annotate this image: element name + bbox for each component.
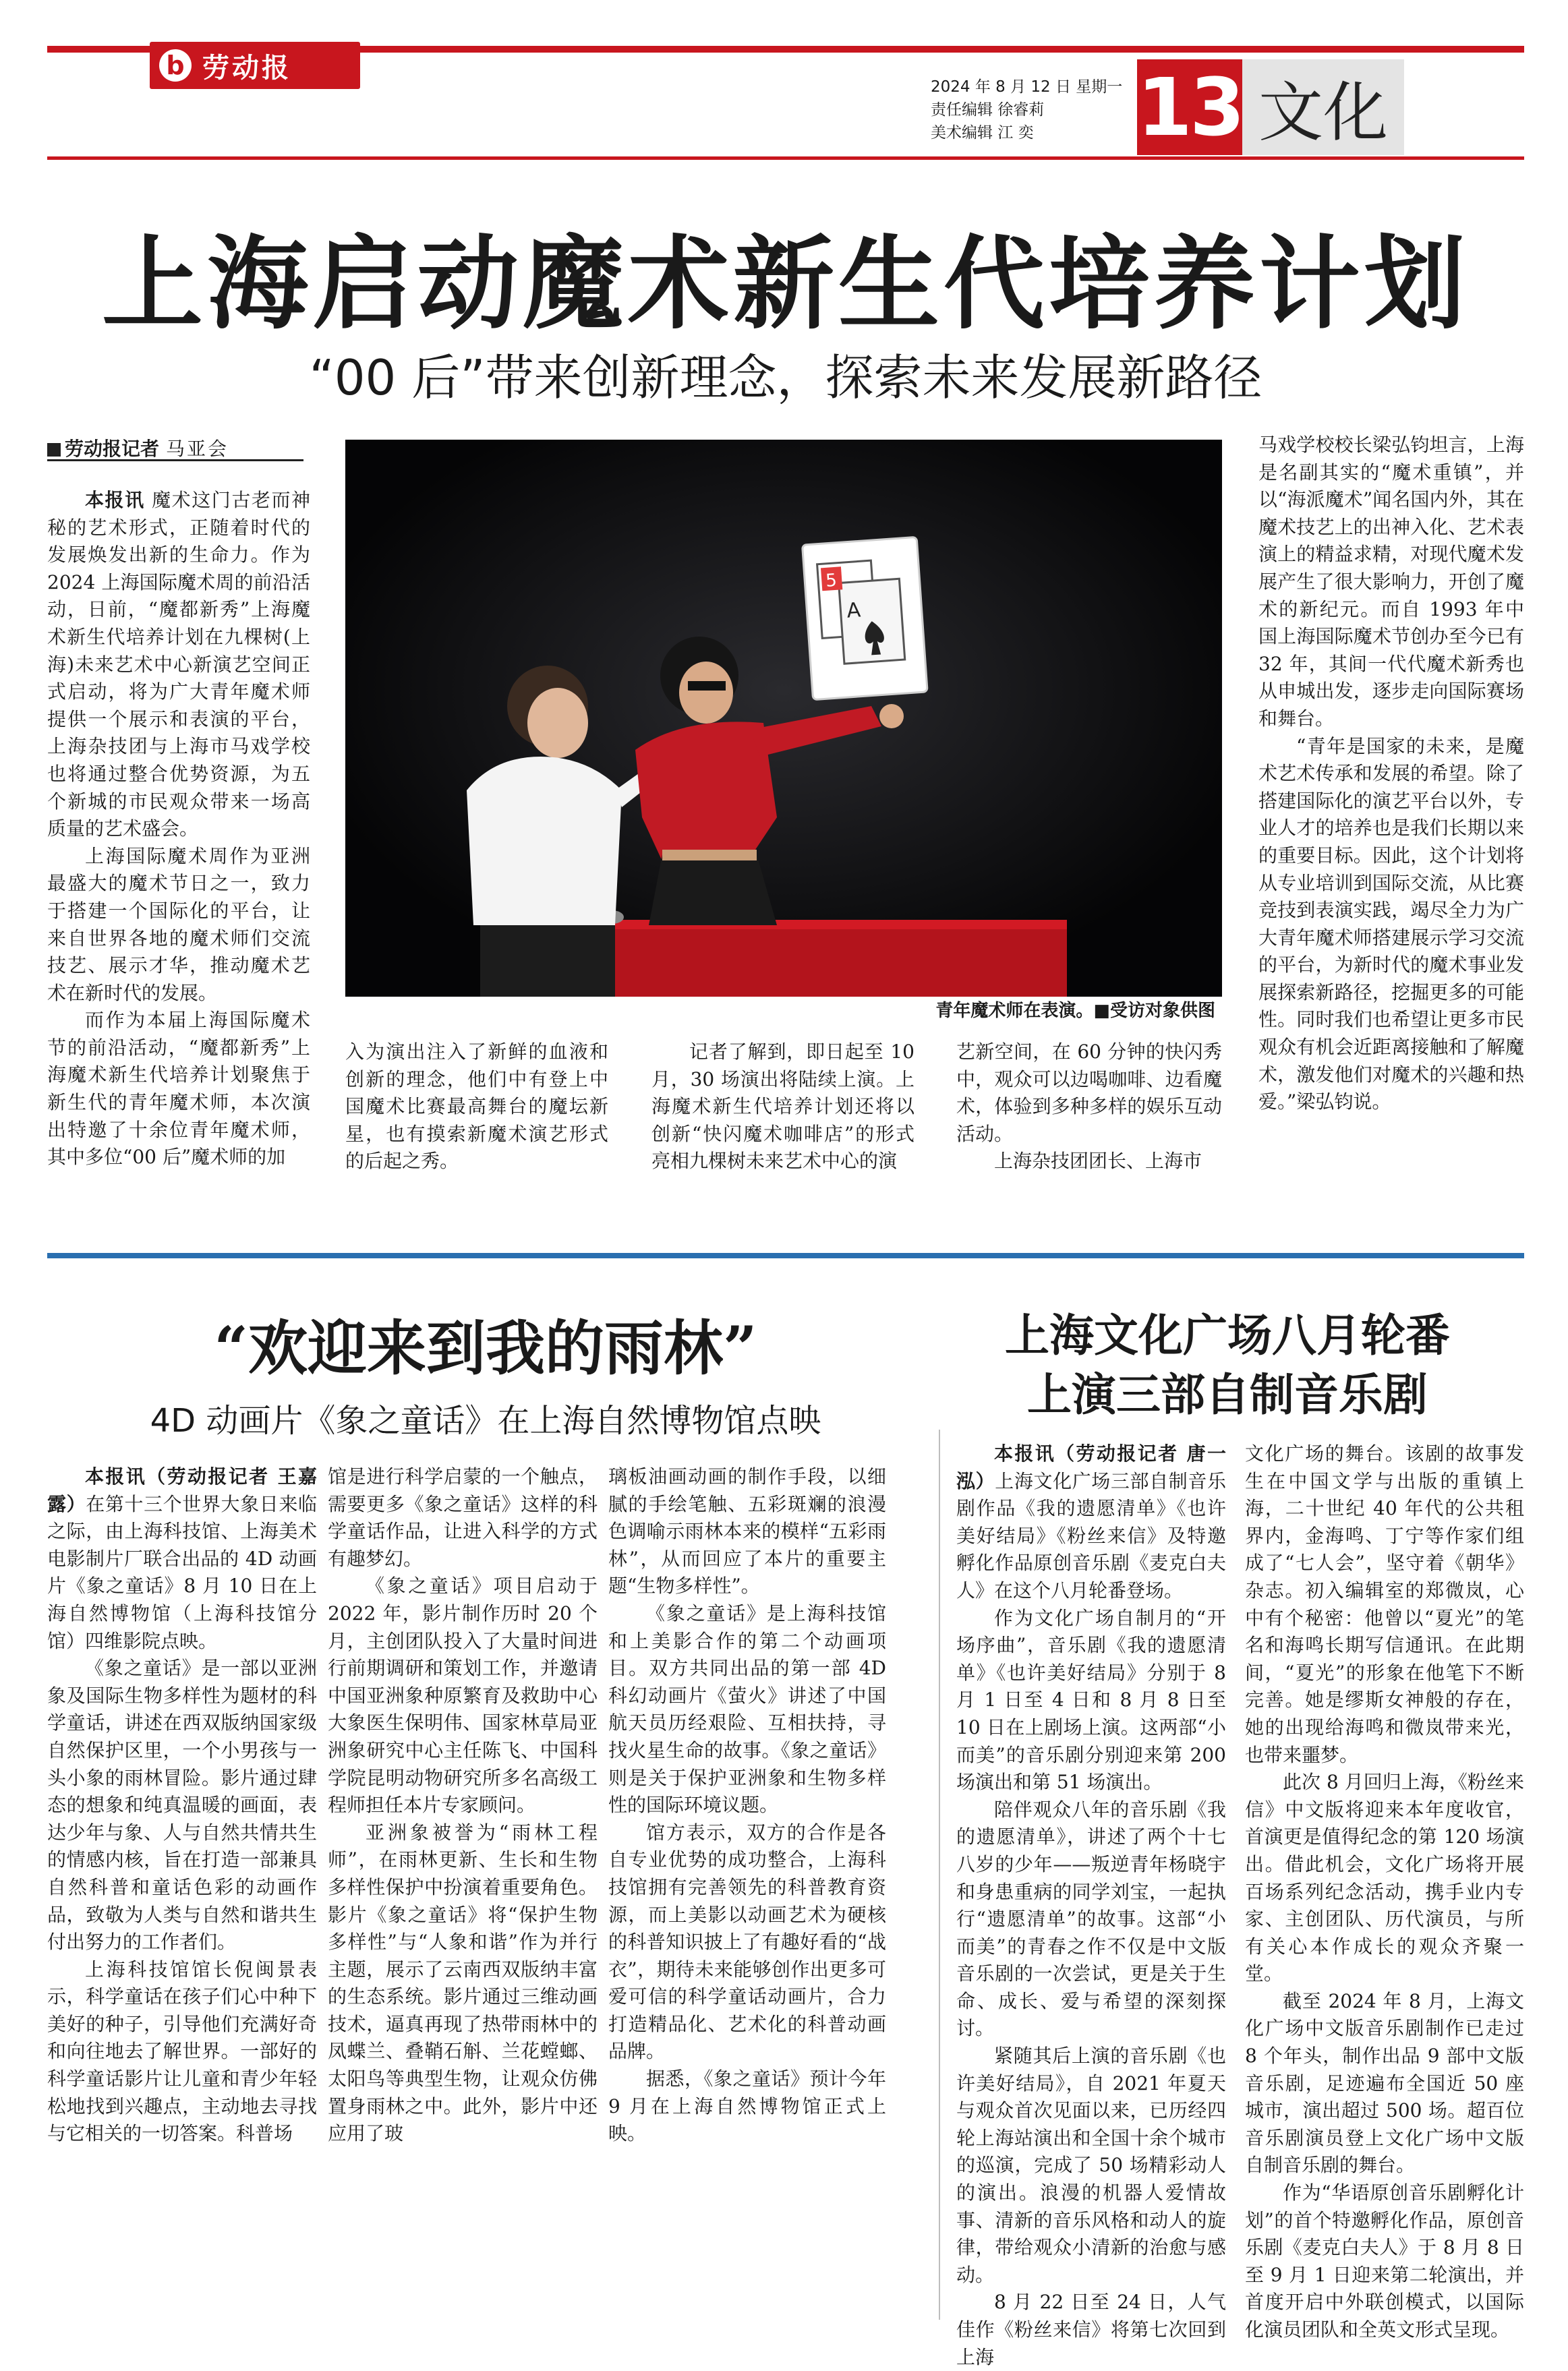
rainforest-para: 《象之童话》项目启动于 2022 年，影片制作历时 20 个月，主创团队投入了大量时间进行前期调研和策划工作，并邀请中国亚洲象种原繁育及救助中心大象医生保明伟、国家林草局亚洲象研究中心主任陈飞、中国科学院昆明动物研究所多名高级工程师担任本片专家顾问。: [328, 1575, 598, 1817]
lead-headline: 上海启动魔术新生代培养计划: [101, 225, 1470, 343]
rainforest-para: 《象之童话》是一部以亚洲象及国际生物多样性为题材的科学童话，讲述在西双版纳国家级自然保护区里，一个小男孩与一头小象的雨林冒险。影片通过肆态的想象和纯真温暖的画面，表达少年与象、人与自然共情共生的情感内核，旨在打造一部兼具自然科普和童话色彩的动画作品，致敬为人类与自然和谐共生付出努力的工作者们。: [47, 1657, 317, 1954]
issue-date: 2024 年 8 月 12 日 星期一: [931, 78, 1123, 96]
lead-byline: [47, 434, 303, 461]
lead-para: 记者了解到，即日起至 10 月，30 场演出将陆续上演。上海魔术新生代培养计划还将以创新“快闪魔术咖啡店”的形式亮相九棵树未来艺术中心的演: [651, 1041, 914, 1173]
musical-para: 紧随其后上演的音乐剧《也许美好结局》，自 2021 年夏天与观众首次见面以来，已历经四轮上海站演出和全国十余个城市的巡演，完成了 50 场精彩动人的演出。浪漫的机器人爱情故事、清新的音乐风格和动人的旋律，带给观众小清新的治愈与感动。: [956, 2045, 1226, 2286]
musical-para: 陪伴观众八年的音乐剧《我的遗愿清单》，讲述了两个十七八岁的少年——叛逆青年杨晓宇和身患重病的同学刘宝，一起执行“遗愿清单”的故事。这部“小而美”的青春之作不仅是中文版音乐剧的一次尝试，更是关于生命、成长、爱与希望的深刻探讨。: [956, 1798, 1226, 2040]
lead-para: 入为演出注入了新鲜的血液和创新的理念，他们中有登上中国魔术比赛最高舞台的魔坛新星，也有摸索新魔术演艺形式的后起之秀。: [345, 1041, 608, 1173]
lead-para: 而作为本届上海国际魔术节的前沿活动，“魔都新秀”上海魔术新生代培养计划聚焦于新生代的青年魔术师，本次演出特邀了十余位青年魔术师，其中多位“00 后”魔术师的加: [47, 1009, 310, 1169]
lead-col-3: [651, 1038, 914, 1207]
musical-para: 此次 8 月回归上海，《粉丝来信》中文版将迎来本年度收官，首演更是值得纪念的第 120 场演出。借此机会，文化广场将开展百场系列纪念活动，携手业内专家、主创团队、历代演员，与所有关心本作成长的观众齐聚一堂。: [1245, 1771, 1524, 1985]
musical-para: 8 月 22 日至 24 日，人气佳作《粉丝来信》将第七次回到上海: [956, 2291, 1226, 2368]
section-divider-blue: [47, 1253, 1524, 1258]
musical-para: 文化广场的舞台。该剧的故事发生在中国文学与出版的重镇上海，二十世纪 40 年代的公共租界内，金海鸣、丁宁等作家们组成了“七人会”，坚守着《朝华》杂志。初入编辑室的郑微岚，心中有个秘密：他曾以“夏光”的笔名和海鸣长期写信通讯。在此期间，“夏光”的形象在他笔下不断完善。她是缪斯女神般的存在，她的出现给海鸣和微岚带来光，也带来噩梦。: [1245, 1442, 1524, 1766]
card-letter: A: [846, 598, 862, 623]
rainforest-para: 璃板油画动画的制作手段，以细腻的手绘笔触、五彩斑斓的浪漫色调喻示雨林本来的模样“五彩雨林”，从而回应了本片的重要主题“生物多样性”。: [608, 1465, 886, 1598]
rainforest-col-2: [328, 1463, 598, 2333]
rainforest-para: 亚洲象被誉为“雨林工程师”，在雨林更新、生长和生物多样性保护中扮演着重要角色。影片《象之童话》将“保护生物多样性”与“人象和谐”作为并行主题，展示了云南西双版纳丰富的生态系统。影片通过三维动画技术，逼真再现了热带雨林中的凤蝶兰、叠鞘石斛、兰花螳螂、太阳鸟等典型生物，让观众仿佛置身雨林之中。此外，影片中还应用了玻: [328, 1821, 598, 2145]
lead-para: “青年是国家的未来，是魔术艺术传承和发展的希望。除了搭建国际化的演艺平台以外，专业人才的培养也是我们长期以来的重要目标。因此，这个计划将从专业培训到国际交流，从比赛竞技到表演实践，竭尽全力为广大青年魔术师搭建展示学习交流的平台，为新时代的魔术事业发展探索新路径，挖掘更多的可能性。同时我们也希望让更多市民观众有机会近距离接触和了解魔术，激发他们对魔术的兴趣和热爱。”梁弘钧说。: [1258, 734, 1524, 1113]
page-number: 13: [1136, 61, 1243, 154]
issue-editor: 责任编辑 徐睿莉: [931, 101, 1045, 119]
lead-para: 上海国际魔术周作为亚洲最盛大的魔术节日之一，致力于搭建一个国际化的平台，让来自世界各地的魔术师们交流技艺、展示才华，推动魔术艺术在新时代的发展。: [47, 844, 310, 1004]
musical-headline: [931, 1306, 1524, 1424]
lead-col-1: [47, 487, 310, 1202]
lead-para: 本报讯 魔术这门古老而神秘的艺术形式，正随着时代的发展焕发出新的生命力。作为 2024 上海国际魔术周的前沿活动，日前，“魔都新秀”上海魔术新生代培养计划在九棵树(上海)未来艺术中心新演艺空间正式启动，将为广大青年魔术师提供一个展示和表演的平台，上海杂技团与上海市马戏学校也将通过整合优势资源，为五个新城的市民观众带来一场高质量的艺术盛会。: [47, 489, 310, 840]
assistant-white-shirt: [467, 757, 622, 925]
musical-col-1: [956, 1440, 1226, 2368]
rainforest-subheadline: 4D 动画片《象之童话》在上海自然博物馆点映: [150, 1402, 821, 1440]
musical-para: 截至 2024 年 8 月，上海文化广场中文版音乐剧制作已走过 8 个年头，制作出品 9 部中文版音乐剧，足迹遍布全国近 50 座城市，演出超过 500 场。超百位音乐剧演员登上文化广场中文版自制音乐剧的舞台。: [1245, 1989, 1524, 2177]
rainforest-headline: “欢迎来到我的雨林”: [214, 1313, 757, 1383]
musical-headline-line2: 上演三部自制音乐剧: [1027, 1368, 1428, 1421]
header-red-rule: [47, 156, 1524, 160]
photo-caption: 青年魔术师在表演。■受访对象供图: [345, 997, 1222, 1025]
byline-square-icon: [47, 443, 61, 457]
magician-glasses: [688, 681, 726, 691]
stage-illustration: [345, 440, 1222, 997]
playing-card-board: [803, 537, 928, 699]
lead-para: 上海杂技团团长、上海市: [994, 1150, 1202, 1173]
newspaper-logo: [150, 42, 360, 89]
lead-para: 艺新空间，在 60 分钟的快闪秀中，观众可以边喝咖啡、边看魔术，体验到多种多样的娱乐互动活动。: [956, 1041, 1222, 1145]
musical-para: 作为“华语原创音乐剧孵化计划”的首个特邀孵化作品，原创音乐剧《麦克白夫人》于 8 月 8 日至 9 月 1 日迎来第二轮演出，并首度开启中外联创模式，以国际化演员团队和全英文形式呈现。: [1245, 2182, 1524, 2341]
rainforest-para: 本报讯（劳动报记者 王嘉露）在第十三个世界大象日来临之际，由上海科技馆、上海美术电影制片厂联合出品的 4D 动画片《象之童话》8 月 10 日在上海自然博物馆（上海科技馆分馆）四维影院点映。: [47, 1465, 317, 1652]
musical-col-2: [1245, 1440, 1524, 2341]
rainforest-para: 上海科技馆馆长倪闽景表示，科学童话在孩子们心中种下美好的种子，引导他们充满好奇和向往地去了解世界。一部好的科学童话影片让儿童和青少年轻松地找到兴趣点，主动地去寻找与它相关的一切答案。科普场: [47, 1958, 317, 2145]
byline-reporter: 马亚会: [166, 438, 229, 460]
column-separator: [939, 1430, 940, 2320]
lead-col-5: [1258, 432, 1524, 1207]
rainforest-col-3: [608, 1463, 886, 2333]
lead-subheadline: “00 后”带来创新理念，探索未来发展新路径: [309, 349, 1262, 406]
issue-info: [931, 76, 1133, 144]
logo-name: 劳动报: [202, 51, 291, 84]
rainforest-para: 《象之童话》是上海科技馆和上美影合作的第二个动画项目。双方共同出品的第一部 4D 科幻动画片《萤火》讲述了中国航天员历经艰险、互相扶持，寻找火星生命的故事。《象之童话》则是关于保护亚洲象和生物多样性的国际环境议题。: [608, 1602, 886, 1817]
lead-para: 马戏学校校长梁弘钧坦言，上海是名副其实的“魔术重镇”，并以“海派魔术”闻名国内外，其在魔术技艺上的出神入化、艺术表演上的精益求精，对现代魔术发展产生了很大影响力，开创了魔术的新纪元。而自 1993 年中国上海国际魔术节创办至今已有 32 年，其间一代代魔术新秀也从申城出发，逐步走向国际赛场和舞台。: [1258, 434, 1524, 730]
magician-photo: [345, 440, 1222, 997]
musical-para: 本报讯（劳动报记者 唐一泓）上海文化广场三部自制音乐剧作品《我的遗愿清单》《也许美好结局》《粉丝来信》及特邀孵化作品原创音乐剧《麦克白夫人》在这个八月轮番登场。: [956, 1442, 1226, 1602]
rainforest-para: 据悉，《象之童话》预计今年 9 月在上海自然博物馆正式上映。: [608, 2068, 886, 2145]
rainforest-col-1: [47, 1463, 317, 2333]
magician-trousers: [649, 854, 777, 925]
logo-mark-icon: b: [159, 49, 192, 82]
card-rank: 5: [825, 570, 838, 591]
lead-col-4: [956, 1038, 1222, 1207]
issue-art-editor: 美术编辑 江 奕: [931, 124, 1034, 142]
rainforest-para: 馆是进行科学启蒙的一个触点，需要更多《象之童话》这样的科学童话作品，让进入科学的方式有趣梦幻。: [328, 1465, 598, 1570]
musical-para: 作为文化广场自制月的“开场序曲”，音乐剧《我的遗愿清单》《也许美好结局》分别于 8 月 1 日至 4 日和 8 月 8 日至 10 日在上剧场上演。这两部“小而美”的音乐剧分别迎来第 200 场演出和第 51 场演出。: [956, 1606, 1226, 1794]
section-name: 文化: [1242, 59, 1404, 155]
lead-col-2: [345, 1038, 608, 1207]
rainforest-para: 馆方表示，双方的合作是各自专业优势的成功整合，上海科技馆拥有完善领先的科普教育资源，而上美影以动画艺术为硬核的科普知识披上了有趣好看的“战衣”，期待未来能够创作出更多可爱可信的科学童话动画片，合力打造精品化、艺术化的科普动画品牌。: [608, 1821, 886, 2063]
musical-headline-line1: 上海文化广场八月轮番: [1005, 1309, 1450, 1362]
byline-label: 劳动报记者: [65, 438, 160, 460]
